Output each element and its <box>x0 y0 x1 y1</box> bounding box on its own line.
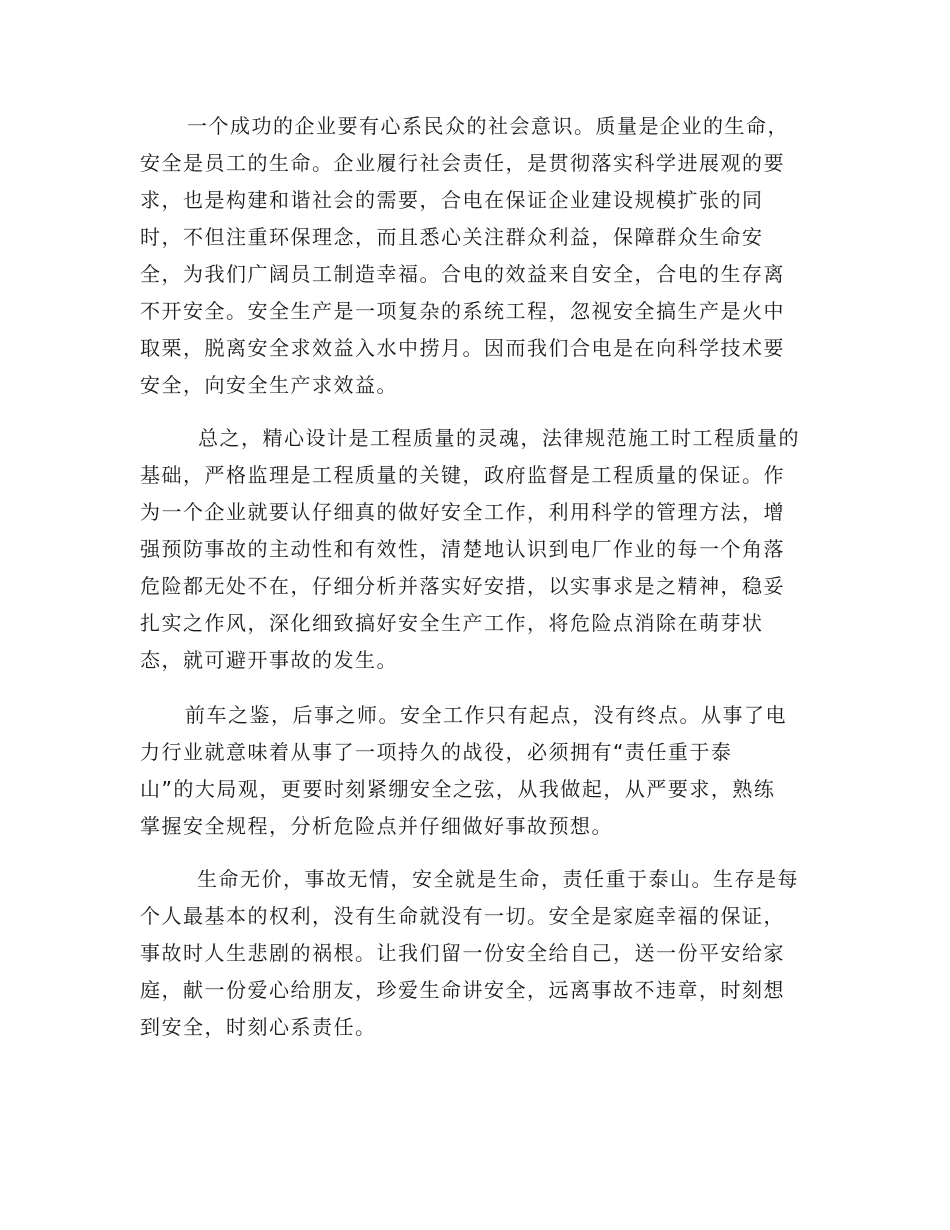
text-line: 求，也是构建和谐社会的需要，合电在保证企业建设规模扩张的同 <box>140 188 764 212</box>
paragraph-2 <box>140 420 820 679</box>
text-line: 前车之鉴，后事之师。安全工作只有起点，没有终点。从事了电 <box>185 703 787 727</box>
paragraph-3 <box>140 697 820 845</box>
text-line: 掌握安全规程，分析危险点并仔细做好事故预想。 <box>140 814 613 838</box>
text-line: 庭，献一份爱心给朋友，珍爱生命讲安全，远离事故不违章，时刻想 <box>140 978 785 1002</box>
text-line: 到安全，时刻心系责任。 <box>140 1015 377 1039</box>
text-line: 基础，严格监理是工程质量的关键，政府监督是工程质量的保证。作 <box>140 463 785 487</box>
text-line: 取栗，脱离安全求效益入水中捞月。因而我们合电是在向科学技术要 <box>140 336 785 360</box>
text-line: 危险都无处不在，仔细分析并落实好安措，以实事求是之精神，稳妥 <box>140 574 785 598</box>
text-line: 力行业就意味着从事了一项持久的战役，必须拥有“责任重于泰 <box>140 740 733 764</box>
text-line: 不开安全。安全生产是一项复杂的系统工程，忽视安全搞生产是火中 <box>140 299 785 323</box>
text-line: 总之，精心设计是工程质量的灵魂，法律规范施工时工程质量的 <box>198 426 800 450</box>
text-line: 强预防事故的主动性和有效性，清楚地认识到电厂作业的每一个角落 <box>140 537 785 561</box>
text-line: 安全，向安全生产求效益。 <box>140 373 398 397</box>
text-line: 事故时人生悲剧的祸根。让我们留一份安全给自己，送一份平安给家 <box>140 941 785 965</box>
text-line: 扎实之作风，深化细致搞好安全生产工作，将危险点消除在萌芽状 <box>140 611 764 635</box>
paragraph-4 <box>140 861 820 1046</box>
text-line: 生命无价，事故无情，安全就是生命，责任重于泰山。生存是每 <box>197 867 799 891</box>
text-line: 时，不但注重环保理念，而且悉心关注群众利益，保障群众生命安 <box>140 225 764 249</box>
text-line: 全，为我们广阔员工制造幸福。合电的效益来自安全，合电的生存离 <box>140 262 785 286</box>
paragraph-1 <box>140 108 820 404</box>
text-line: 安全是员工的生命。企业履行社会责任，是贯彻落实科学进展观的要 <box>140 151 785 175</box>
text-line: 个人最基本的权利，没有生命就没有一切。安全是家庭幸福的保证， <box>140 904 785 928</box>
text-line: 为一个企业就要认仔细真的做好安全工作，利用科学的管理方法，增 <box>140 500 785 524</box>
text-line: 一个成功的企业要有心系民众的社会意识。质量是企业的生命， <box>187 114 789 138</box>
text-line: 态，就可避开事故的发生。 <box>140 648 398 672</box>
text-line: 山”的大局观，更要时刻紧绷安全之弦，从我做起，从严要求，熟练 <box>140 777 776 801</box>
